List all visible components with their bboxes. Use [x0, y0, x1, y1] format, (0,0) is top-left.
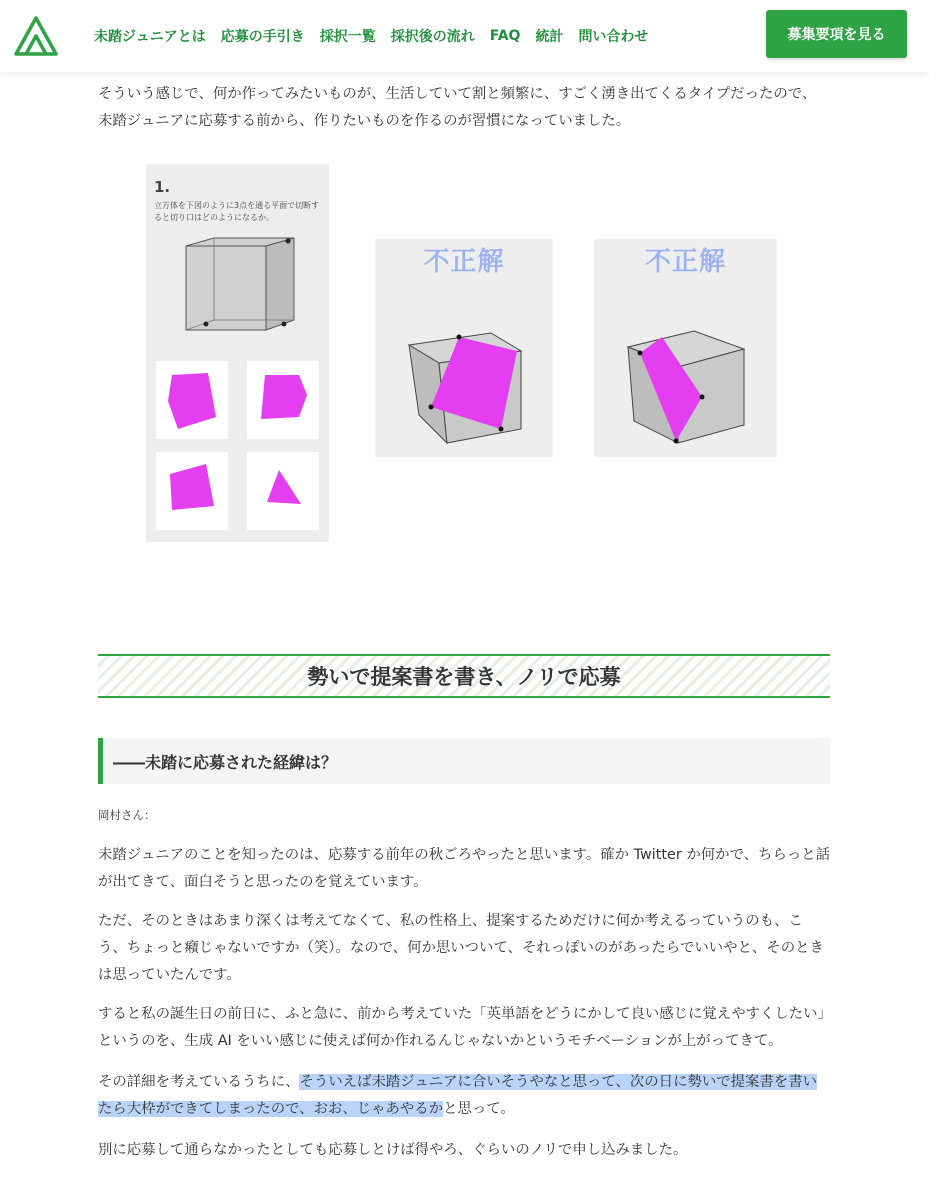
answer-option-3[interactable]	[156, 452, 228, 530]
nav-after-adoption[interactable]: 採択後の流れ	[390, 29, 475, 45]
nav-statistics[interactable]: 統計	[535, 29, 564, 45]
triangle-shape	[247, 452, 319, 530]
nav-about[interactable]: 未踏ジュニアとは	[94, 29, 206, 45]
nav-faq[interactable]: FAQ	[489, 28, 521, 44]
paragraph-text: と思って。	[443, 1101, 515, 1117]
answer-paragraph-4	[98, 1069, 830, 1123]
view-requirements-button[interactable]: 募集要項を見る	[766, 10, 907, 58]
answer-paragraph-5: 別に応募して通らなかったとしても応募しとけば得やろ、ぐらいのノリで申し込みました。	[98, 1142, 688, 1158]
section-heading: 勢いで提案書を書き、ノリで応募	[98, 654, 830, 698]
paragraph-text: その詳細を考えているうちに、	[98, 1074, 300, 1090]
answer-option-1[interactable]	[156, 361, 228, 439]
nav-contact[interactable]: 問い合わせ	[578, 29, 649, 45]
pentagon-shape	[156, 361, 228, 439]
cube-section-figure	[146, 164, 778, 544]
answer-paragraph-3: すると私の誕生日の前日に、ふと急に、前から考えていた「英単語をどうにかして良い感じに覚えやすくしたい」というのを、生成 AI をいい感じに使えば何か作れるんじゃないかというモチベーションが上がってきて。	[98, 1006, 825, 1049]
cut-cube-diagram	[403, 325, 533, 445]
question-number: 1.	[154, 178, 171, 196]
answer-paragraph-1: 未踏ジュニアのことを知ったのは、応募する前年の秋ごろやったと思います。確か Twitter か何かで、ちらっと話が出てきて、面白そうと思ったのを覚えています。	[98, 847, 831, 890]
wrong-label: 不正解	[423, 247, 505, 277]
wrong-label: 不正解	[644, 247, 726, 277]
cut-cube-diagram	[624, 325, 754, 445]
nav-guide[interactable]: 応募の手引き	[220, 29, 305, 45]
nav-adopted-list[interactable]: 採択一覧	[319, 29, 376, 45]
question-panel	[146, 164, 329, 542]
site-header	[0, 0, 929, 72]
quadrilateral-shape	[156, 452, 228, 530]
question-text: 立方体を下図のように3点を通る平面で切断すると切り口はどのようになるか。	[154, 201, 320, 222]
pentagon-shape	[247, 361, 319, 439]
interview-question-heading: ――未踏に応募された経緯は？	[98, 738, 830, 784]
selected-text-highlight[interactable]: そういえば未踏ジュニアに合いそうやなと思って、次の日に勢いで提案書を書いたら大枠ができてしまったので、おお、じゃあやるか	[98, 1074, 817, 1117]
answer-paragraph-2: ただ、そのときはあまり深くは考えてなくて、私の性格上、提案するためだけに何か考えるっていうのも、こう、ちょっと癪じゃないですか（笑）。なので、何か思いついて、それっぽいのがあったらでいいやと、そのときは思っていたんです。	[98, 913, 824, 983]
main-nav	[94, 0, 663, 72]
mitou-junior-logo-icon[interactable]	[14, 16, 58, 56]
intro-paragraph: そういう感じで、何か作ってみたいものが、生活していて割と頻繁に、すごく湧き出てくるタイプだったので、未踏ジュニアに応募する前から、作りたいものを作るのが習慣になっていました。	[98, 86, 817, 129]
speaker-label: 岡村さん：	[98, 808, 156, 822]
cube-diagram	[176, 234, 306, 344]
answer-option-4[interactable]	[247, 452, 319, 530]
answer-option-2[interactable]	[247, 361, 319, 439]
wrong-answer-panel-2	[594, 239, 777, 457]
wrong-answer-panel-1	[375, 239, 553, 457]
